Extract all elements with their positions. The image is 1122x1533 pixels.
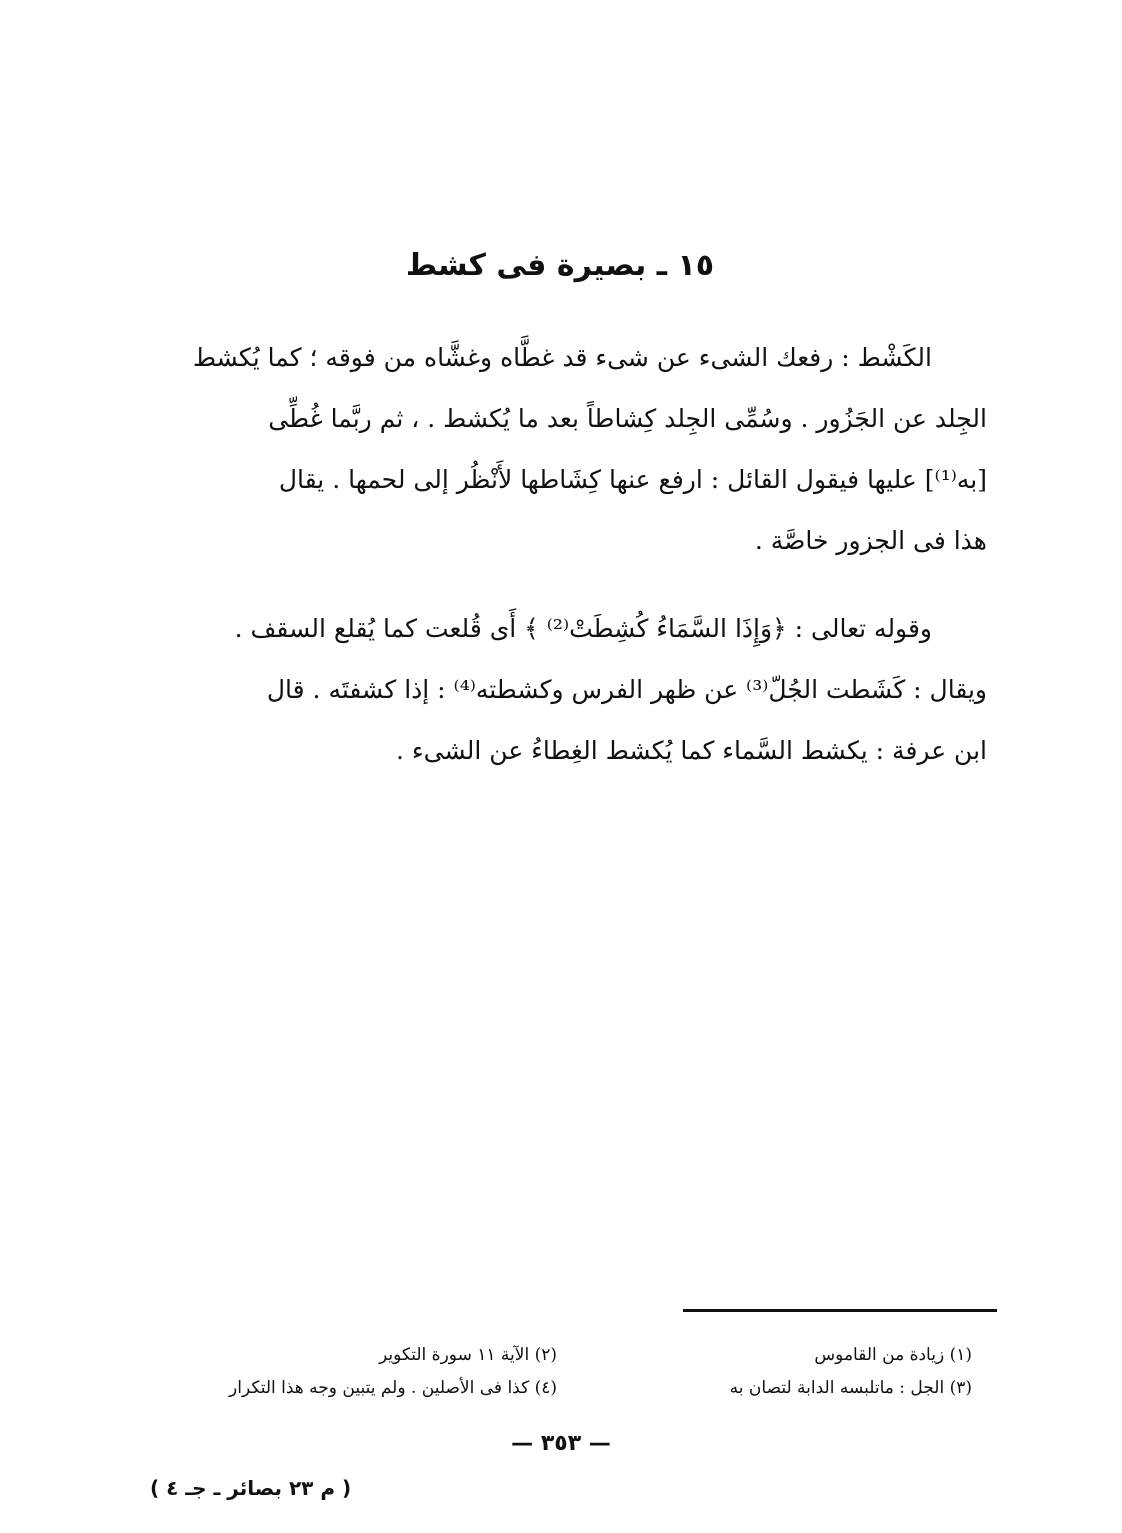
footnotes-right-column [642,1339,972,1405]
page-number: — ٣٥٣ — [511,1431,611,1456]
paragraph-line: الكَشْط : رفعك الشىء عن شىء قد غطَّاه وغشَّاه من فوقه ؛ كما يُكشط [192,343,932,372]
footnote-divider [683,1309,997,1312]
footnote-4: (٤) كذا فى الأصلين . ولم يتبين وجه هذا التكرار [229,1378,557,1398]
paragraph-line: ابن عرفة : يكشط السَّماء كما يُكشط الغِطاءُ عن الشىء . [395,736,987,765]
paragraph-definition [135,327,987,571]
paragraph-quran-verse [135,598,987,781]
paragraph-line: [به⁽¹⁾] عليها فيقول القائل : ارفع عنها كِشَاطها لأَنْظُر إلى لحمها . يقال [278,465,987,494]
paragraph-line: ويقال : كَشَطت الجُلّ⁽³⁾ عن ظهر الفرس وكشطته⁽⁴⁾ : إذا كشفتَه . قال [266,675,987,704]
paragraph-line: الجِلد عن الجَزُور . وسُمِّى الجِلد كِشاطاً بعد ما يُكشط . ، ثم ربَّما غُطِّى [268,404,987,433]
printer-signature: ( م ٢٣ بصائر ـ جـ ٤ ) [150,1476,352,1500]
paragraph-line: وقوله تعالى : ﴿وَإِذَا السَّمَاءُ كُشِطَتْ⁽²⁾ ﴾ أَى قُلعت كما يُقلع السقف . [234,614,932,643]
footnote-1: (١) زيادة من القاموس [814,1345,972,1365]
section-heading: ١٥ ـ بصيرة فى كشط [405,248,715,283]
footnote-2: (٢) الآية ١١ سورة التكوير [378,1345,557,1365]
paragraph-line: هذا فى الجزور خاصَّة . [754,526,987,555]
footnote-3: (٣) الجل : ماتلبسه الدابة لتصان به [729,1378,972,1398]
footnotes-left-column [137,1339,557,1405]
